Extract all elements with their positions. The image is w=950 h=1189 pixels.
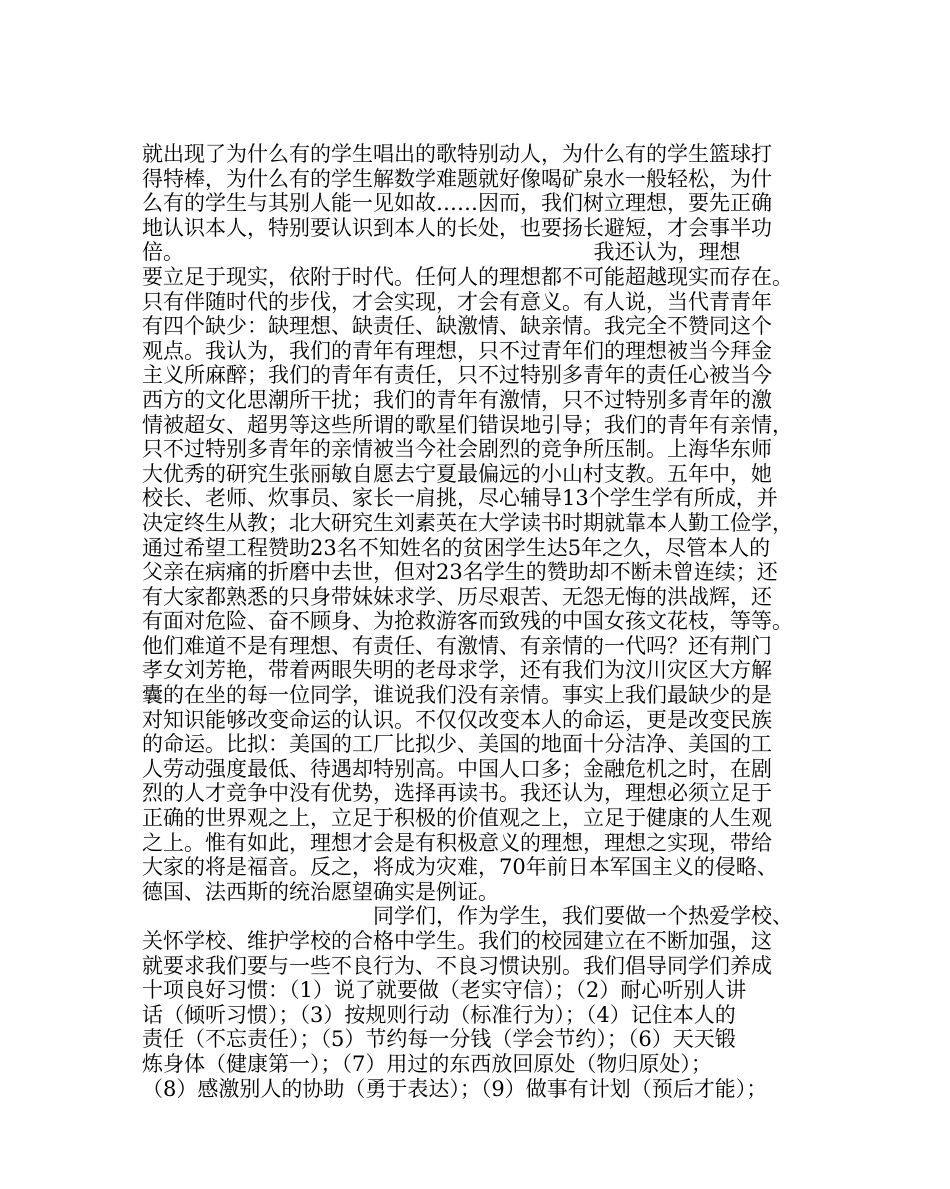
text-line: 主义所麻醉；我们的青年有责任，只不过特别多青年的责任心被当今 (142, 363, 772, 388)
text-line: 对知识能够改变命运的认识。不仅仅改变本人的命运，更是改变民族 (142, 707, 772, 732)
text-line: 有大家都熟悉的只身带妹妹求学、历尽艰苦、无怨无悔的洪战辉，还 (142, 584, 772, 609)
text-line: 父亲在病痛的折磨中去世，但对23名学生的赞助却不断未曾连续；还 (142, 560, 778, 585)
text-line: 有面对危险、奋不顾身、为抢救游客而致残的中国女孩文花枝，等等。 (142, 609, 793, 634)
text-line: 只不过特别多青年的亲情被当今社会剧烈的竞争所压制。上海华东师 (142, 437, 772, 462)
text-line: 同学们，作为学生，我们要做一个热爱学校、 (142, 904, 793, 929)
text-line: 就要求我们要与一些不良行为、不良习惯诀别。我们倡导同学们养成 (142, 953, 772, 978)
text-line: 么有的学生与其别人能一见如故……因而，我们树立理想，要先正确 (142, 191, 772, 216)
text-line: 地认识本人，特别要认识到本人的长处，也要扬长避短，才会事半功 (142, 215, 772, 240)
text-line: 十项良好习惯：（1）说了就要做（老实守信）；（2）耐心听别人讲 (142, 978, 747, 1003)
text-line: 话（倾听习惯）；（3）按规则行动（标准行为）；（4）记住本人的 (142, 1002, 736, 1027)
text-line: 有四个缺少：缺理想、缺责任、缺激情、缺亲情。我完全不赞同这个 (142, 314, 772, 339)
text-line: 情被超女、超男等这些所谓的歌星们错误地引导；我们的青年有亲情， (142, 412, 793, 437)
text-line: 要立足于现实，依附于时代。任何人的理想都不可能超越现实而存在。 (142, 264, 793, 289)
text-line: 的命运。比拟：美国的工厂比拟少、美国的地面十分洁净、美国的工 (142, 732, 772, 757)
text-line: 观点。我认为，我们的青年有理想，只不过青年们的理想被当今拜金 (142, 338, 772, 363)
text-line: 大家的将是福音。反之，将成为灾难，70年前日本军国主义的侵略、 (142, 855, 778, 880)
text-line: 得特棒，为什么有的学生解数学难题就好像喝矿泉水一般轻松，为什 (142, 166, 772, 191)
text-line: 关怀学校、维护学校的合格中学生。我们的校园建立在不断加强，这 (142, 929, 772, 953)
text-line: 他们难道不是有理想、有责任、有激情、有亲情的一代吗？还有荆门 (142, 633, 772, 658)
text-line: 倍。 我还认为，理想 (142, 240, 741, 265)
text-line: 就出现了为什么有的学生唱出的歌特别动人，为什么有的学生篮球打 (142, 142, 772, 166)
text-line: 大优秀的研究生张丽敏自愿去宁夏最偏远的小山村支教。五年中，她 (142, 461, 772, 486)
text-line: 人劳动强度最低、待遇却特别高。中国人口多；金融危机之时，在剧 (142, 756, 772, 781)
text-line: 西方的文化思潮所干扰；我们的青年有激情，只不过特别多青年的激 (142, 387, 772, 412)
body-text (142, 142, 822, 1101)
text-line: 责任（不忘责任）；（5）节约每一分钱（学会节约）；（6）天天锻 (142, 1027, 736, 1052)
text-line: 之上。惟有如此，理想才会是有积极意义的理想，理想之实现，带给 (142, 830, 772, 855)
text-line: 正确的世界观之上，立足于积极的价值观之上，立足于健康的人生观 (142, 806, 772, 831)
text-line: 决定终生从教；北大研究生刘素英在大学读书时期就靠本人勤工俭学， (142, 510, 793, 535)
text-line: （8）感激别人的协助（勇于表达）；（9）做事有计划（预后才能）； (142, 1076, 768, 1101)
text-line: 德国、法西斯的统治愿望确实是例证。 (142, 879, 499, 904)
text-line: 通过希望工程赞助23名不知姓名的贫困学生达5年之久，尽管本人的 (142, 535, 771, 560)
text-line: 囊的在坐的每一位同学，谁说我们没有亲情。事实上我们最缺少的是 (142, 683, 772, 708)
text-line: 只有伴随时代的步伐，才会实现，才会有意义。有人说，当代青青年 (142, 289, 772, 314)
text-line: 炼身体（健康第一）；（7）用过的东西放回原处（物归原处）； (142, 1051, 712, 1076)
text-line: 烈的人才竞争中没有优势，选择再读书。我还认为，理想必须立足于 (142, 781, 772, 806)
text-line: 校长、老师、炊事员、家长一肩挑，尽心辅导13个学生学有所成，并 (142, 486, 778, 511)
text-line: 孝女刘芳艳，带着两眼失明的老母求学，还有我们为汶川灾区大方解 (142, 658, 772, 683)
